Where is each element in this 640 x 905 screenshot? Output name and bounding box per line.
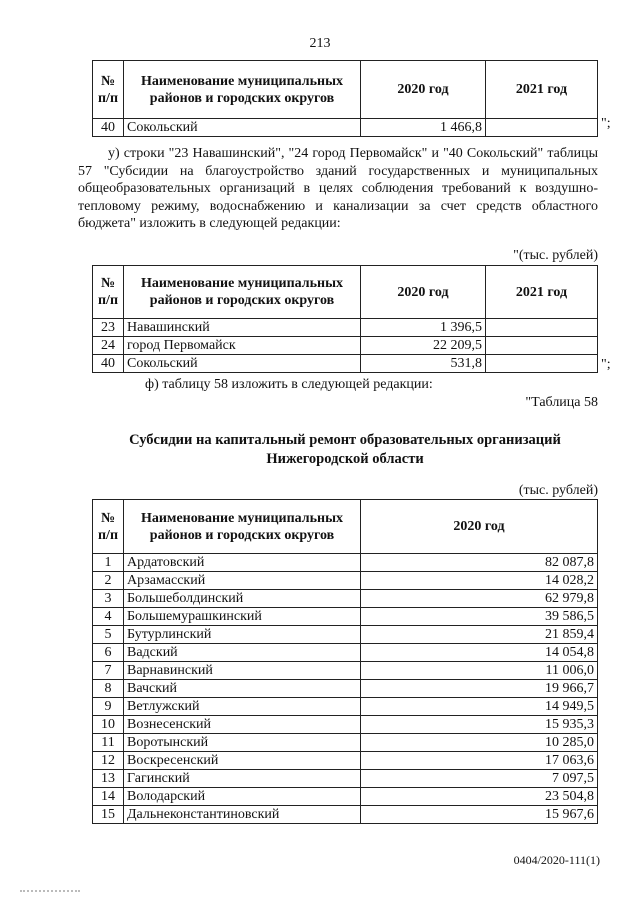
value-2020: 1 466,8: [361, 119, 486, 137]
table-row: [93, 355, 598, 373]
value-2020: 19 966,7: [361, 680, 598, 698]
table-row: [93, 644, 598, 662]
district-name: Воскресенский: [124, 752, 361, 770]
district-name: Варнавинский: [124, 662, 361, 680]
district-name: город Первомайск: [124, 337, 361, 355]
header-2020: 2020 год: [361, 266, 486, 319]
row-number: 8: [93, 680, 124, 698]
district-name: Вознесенский: [124, 716, 361, 734]
value-2020: 39 586,5: [361, 608, 598, 626]
header-name: Наименование муниципальных районов и городских округов: [124, 500, 361, 554]
row-number: 24: [93, 337, 124, 355]
value-2020: 14 028,2: [361, 572, 598, 590]
paragraph-u: у) строки "23 Навашинский", "24 город Первомайск" и "40 Сокольский" таблицы 57 "Субсидии на благоустройство зданий государственных и муниципальных общеобразовательных организаций в целях соблюдения требований к воздушно-тепловому режиму, водоснабжению и канализации за счет средств областного бюджета" изложить в следующей редакции:: [78, 146, 598, 231]
value-2020: 21 859,4: [361, 626, 598, 644]
value-2020: 17 063,6: [361, 752, 598, 770]
table-row: [93, 806, 598, 824]
row-number: 15: [93, 806, 124, 824]
district-name: Володарский: [124, 788, 361, 806]
header-num: № п/п: [93, 61, 124, 119]
district-name: Ардатовский: [124, 554, 361, 572]
row-number: 3: [93, 590, 124, 608]
row-number: 13: [93, 770, 124, 788]
value-2021: [486, 119, 598, 137]
value-2020: 23 504,8: [361, 788, 598, 806]
district-name: Сокольский: [124, 355, 361, 373]
value-2020: 531,8: [361, 355, 486, 373]
table-row: [93, 680, 598, 698]
table-row: [93, 626, 598, 644]
row-number: 40: [93, 355, 124, 373]
row-number: 40: [93, 119, 124, 137]
table-row: [93, 337, 598, 355]
table-row: [93, 788, 598, 806]
table-row: [93, 590, 598, 608]
district-name: Сокольский: [124, 119, 361, 137]
header-name: Наименование муниципальных районов и городских округов: [124, 61, 361, 119]
table-row: [93, 770, 598, 788]
table-1: [92, 60, 598, 137]
unit-label-3: (тыс. рублей): [518, 483, 598, 498]
row-number: 9: [93, 698, 124, 716]
district-name: Вадский: [124, 644, 361, 662]
header-2020: 2020 год: [361, 61, 486, 119]
row-number: 14: [93, 788, 124, 806]
row-number: 11: [93, 734, 124, 752]
district-name: Большеболдинский: [124, 590, 361, 608]
value-2020: 15 967,6: [361, 806, 598, 824]
table-row: [93, 734, 598, 752]
value-2020: 22 209,5: [361, 337, 486, 355]
table-row: [93, 716, 598, 734]
table-row: [93, 698, 598, 716]
district-name: Арзамасский: [124, 572, 361, 590]
row-number: 12: [93, 752, 124, 770]
row-number: 7: [93, 662, 124, 680]
header-2020: 2020 год: [361, 500, 598, 554]
table-row: [93, 119, 598, 137]
table-2-closing-quote: ";: [601, 357, 611, 372]
district-name: Воротынский: [124, 734, 361, 752]
district-name: Вачский: [124, 680, 361, 698]
header-num: № п/п: [93, 500, 124, 554]
row-number: 4: [93, 608, 124, 626]
table-row: [93, 319, 598, 337]
row-number: 6: [93, 644, 124, 662]
value-2021: [486, 355, 598, 373]
table-2: [92, 265, 598, 373]
district-name: Большемурашкинский: [124, 608, 361, 626]
table-row: [93, 752, 598, 770]
page-number: 213: [309, 36, 331, 51]
value-2020: 82 087,8: [361, 554, 598, 572]
value-2020: 15 935,3: [361, 716, 598, 734]
row-number: 1: [93, 554, 124, 572]
district-name: Ветлужский: [124, 698, 361, 716]
table-row: [93, 572, 598, 590]
table-row: [93, 608, 598, 626]
table-title-line-2: Нижегородской области: [266, 451, 424, 467]
unit-label-2: "(тыс. рублей): [513, 248, 598, 263]
table-1-closing-quote: ";: [601, 116, 611, 131]
value-2021: [486, 319, 598, 337]
table-3: [92, 499, 598, 824]
value-2020: 14 949,5: [361, 698, 598, 716]
value-2020: 1 396,5: [361, 319, 486, 337]
value-2021: [486, 337, 598, 355]
paragraph-f: ф) таблицу 58 изложить в следующей редакции:: [145, 377, 433, 392]
table-label: "Таблица 58: [525, 395, 598, 410]
header-2021: 2021 год: [486, 61, 598, 119]
row-number: 5: [93, 626, 124, 644]
district-name: Навашинский: [124, 319, 361, 337]
value-2020: 14 054,8: [361, 644, 598, 662]
district-name: Бутурлинский: [124, 626, 361, 644]
value-2020: 11 006,0: [361, 662, 598, 680]
district-name: Дальнеконстантиновский: [124, 806, 361, 824]
row-number: 2: [93, 572, 124, 590]
header-name: Наименование муниципальных районов и городских округов: [124, 266, 361, 319]
row-number: 10: [93, 716, 124, 734]
header-2021: 2021 год: [486, 266, 598, 319]
value-2020: 62 979,8: [361, 590, 598, 608]
row-number: 23: [93, 319, 124, 337]
table-title-line-1: Субсидии на капитальный ремонт образовательных организаций: [129, 432, 561, 448]
district-name: Гагинский: [124, 770, 361, 788]
value-2020: 10 285,0: [361, 734, 598, 752]
table-row: [93, 662, 598, 680]
header-num: № п/п: [93, 266, 124, 319]
document-code: 0404/2020-111(1): [513, 853, 600, 867]
scan-artifact: [20, 890, 80, 895]
value-2020: 7 097,5: [361, 770, 598, 788]
table-row: [93, 554, 598, 572]
